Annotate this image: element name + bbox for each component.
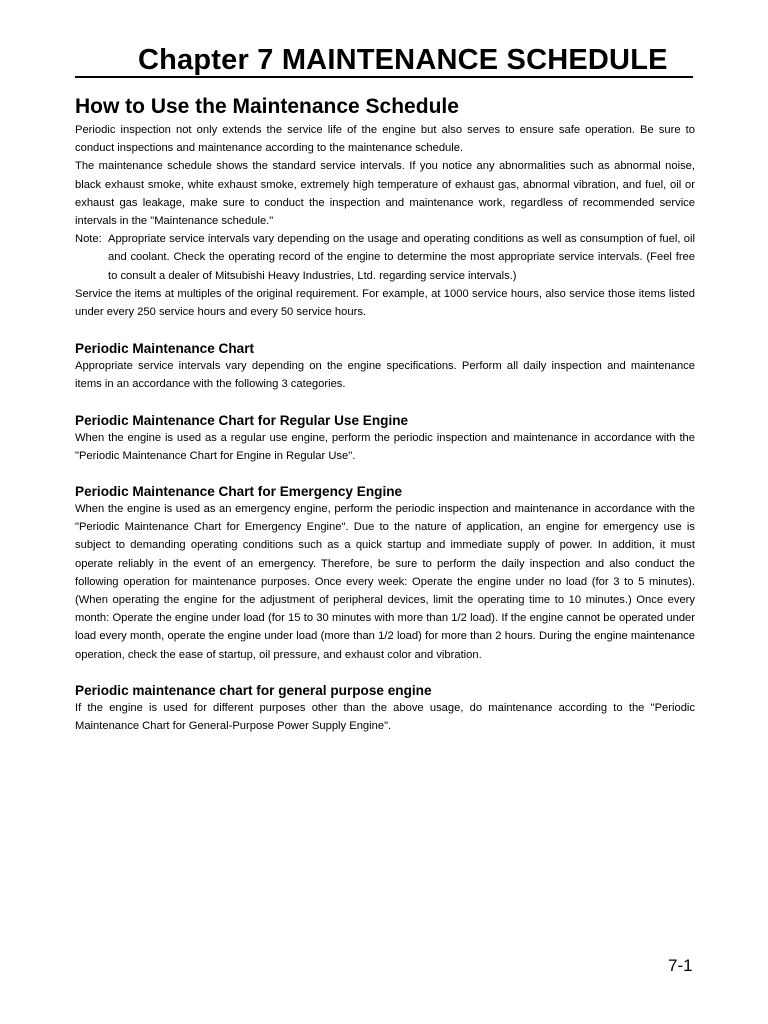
- intro-paragraph-3: Service the items at multiples of the original requirement. For example, at 1000 service hours, also service those items listed under every 250 service hours and every 50 service hours.: [75, 287, 695, 319]
- chapter-title: Chapter 7 MAINTENANCE SCHEDULE: [138, 44, 668, 76]
- note-text: Appropriate service intervals vary depending on the usage and operating conditions as well as consumption of fuel, oil and coolant. Check the operating record of the engine to determine the most appropriate service intervals. (Feel free to consult a dealer of Mitsubishi Heavy Industries, Ltd. regarding service intervals.): [108, 233, 695, 282]
- section-text-general-purpose: If the engine is used for different purposes other than the above usage, do maintenance according to the "Periodic Maintenance Chart for General-Purpose Power Supply Engine".: [75, 701, 695, 733]
- intro-note: [75, 230, 695, 285]
- intro-paragraph-1: Periodic inspection not only extends the service life of the engine but also serves to ensure safe operation. Be sure to conduct inspections and maintenance according to the maintenance schedule.: [75, 124, 695, 155]
- section-text-emergency: When the engine is used as an emergency engine, perform the periodic inspection and maintenance in accordance with the "Periodic Maintenance Chart for Emergency Engine". Due to the nature of application, an engine for emergency use is subject to demanding operating conditions such as a quick startup and immediate supply of power. In addition, it must operate reliably in the event of an emergency. Therefore, be sure to perform the daily inspection and also conduct the following operation for maintenance purposes. Once every week: Operate the engine under no load (for 3 to 5 minutes). (When operating the engine for the adjustment of peripheral devices, limit the operating time to 10 minutes.) Once every month: Operate the engine under load (for 15 to 30 minutes with more than 1/2 load). If the engine cannot be operated under load every month, operate the engine under load (more than 1/2 load) for more than 2 hours. During the engine maintenance operation, check the ease of startup, oil pressure, and exhaust color and vibration.: [75, 503, 695, 661]
- section-title-periodic-maintenance-chart: Periodic Maintenance Chart: [75, 341, 255, 357]
- section-title-regular-use: Periodic Maintenance Chart for Regular Use Engine: [75, 412, 409, 428]
- note-label: Note:: [75, 233, 102, 246]
- section-title-emergency: Periodic Maintenance Chart for Emergency Engine: [75, 484, 403, 500]
- section-text-periodic-maintenance-chart: Appropriate service intervals vary depending on the engine specifications. Perform all daily inspection and maintenance items in an accordance with the following 3 categories.: [75, 360, 695, 391]
- section-text-regular-use: When the engine is used as a regular use engine, perform the periodic inspection and maintenance in accordance with the "Periodic Maintenance Chart for Engine in Regular Use".: [75, 431, 695, 462]
- section-title-general-purpose: Periodic maintenance chart for general purpose engine: [75, 682, 432, 698]
- section-title-how-to-use: How to Use the Maintenance Schedule: [75, 95, 459, 118]
- page-content: [75, 94, 695, 735]
- page-number: 7-1: [668, 956, 693, 975]
- intro-paragraph-2: The maintenance schedule shows the standard service intervals. If you notice any abnormalities such as abnormal noise, black exhaust smoke, white exhaust smoke, extremely high temperature of exhaust gas, abnormal vibration, and fuel, oil or exhaust gas leakage, make sure to conduct the inspection and maintenance work, regardless of recommended service intervals in the "Maintenance schedule.": [75, 160, 695, 228]
- chapter-title-rule: [75, 76, 693, 78]
